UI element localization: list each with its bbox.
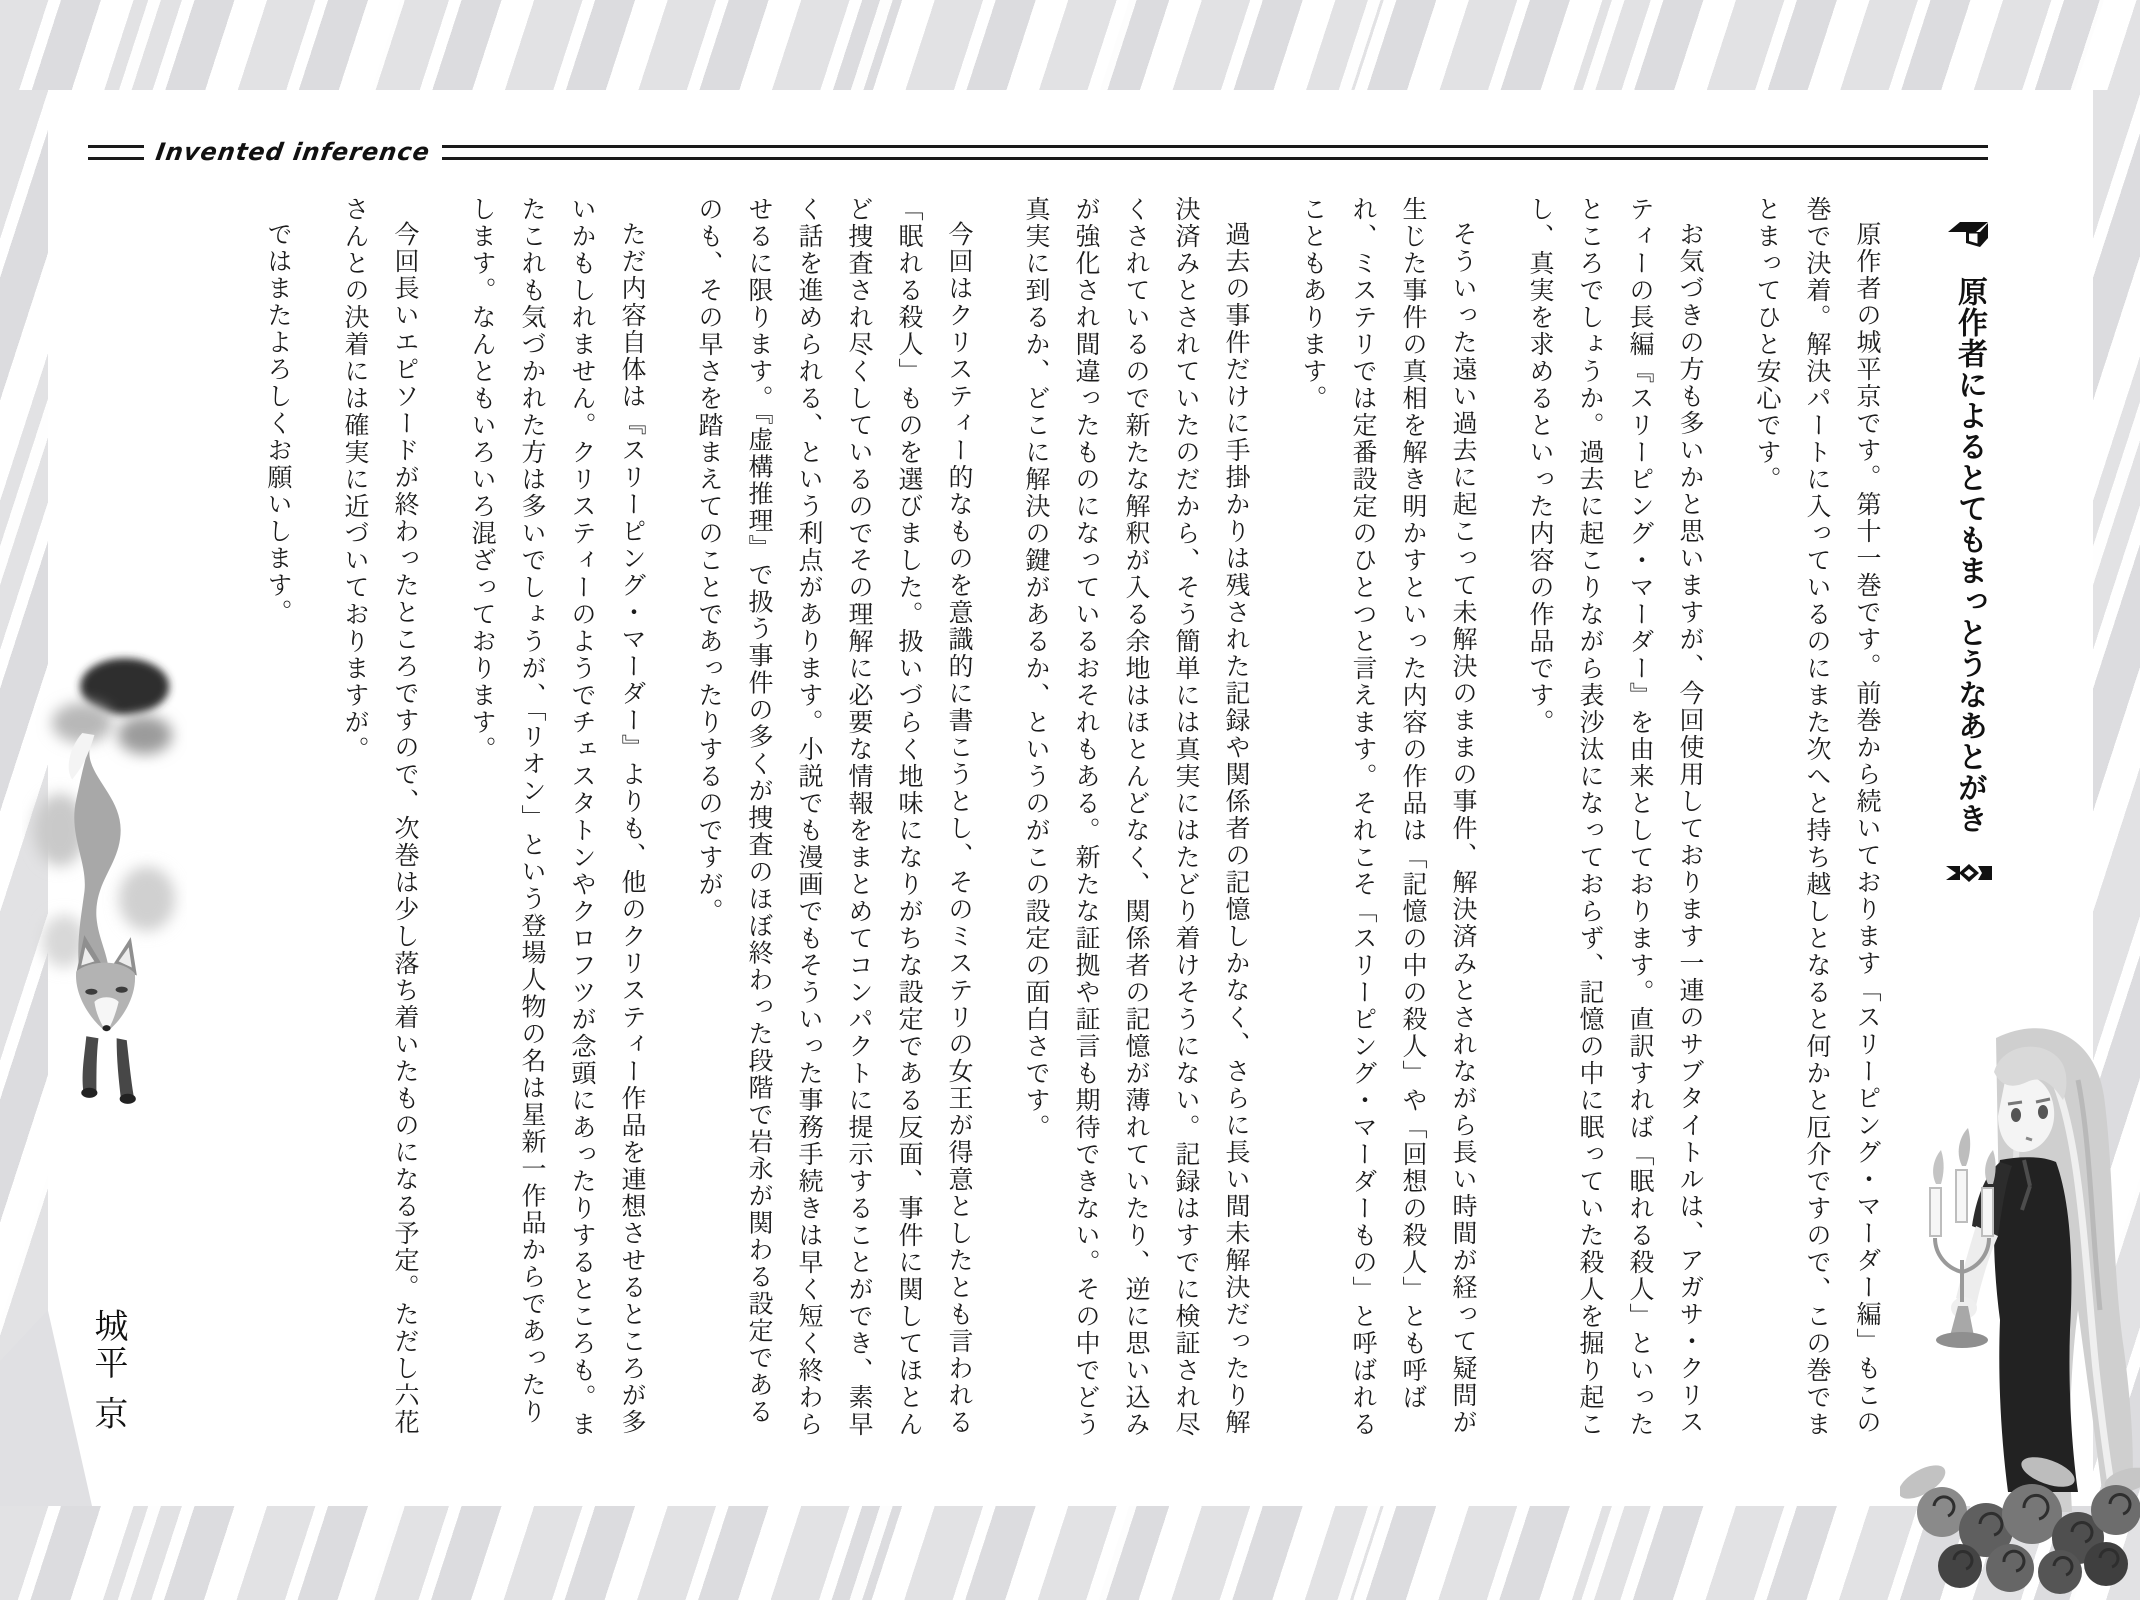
page-header xyxy=(88,138,1988,166)
afterword-paragraph: 原作者の城平京です。第十一巻です。前巻から続いております「スリーピング・マーダー編」もこの巻で決着。解決パートに入っているのにまた次へと持ち越しとなると何かと厄介ですので、この巻でまとまってひと安心です。 xyxy=(1753,196,1882,1438)
series-logo: Invented inference xyxy=(153,138,433,166)
girl-illustration xyxy=(1900,1010,2140,1600)
afterword-paragraph: 今回はクリスティー的なものを意識的に書こうとし、そのミステリの女王が得意としたとも言われる「眠れる殺人」ものを選びました。扱いづらく地味になりがちな設定である反面、事件に関してほとんど捜査され尽くしているのでその理解に必要な情報をまとめてコンパクトに提示することができ、素早く話を進められる、という利点があります。小説でも漫画でもそういった事務手続きは早く短く終わらせるに限ります。『虚構推理』で扱う事件の多くが捜査のほぼ終わった段階で岩永が関わる設定であるのも、その早さを踏まえてのことであったりするのですが。 xyxy=(695,196,974,1438)
afterword-paragraph: 過去の事件だけに手掛かりは残された記録や関係者の記憶しかなく、さらに長い間未解決だったり解決済みとされていたのだから、そう簡単には真実にはたどり着けそうにない。記録はすでに検証され尽くされているので新たな解釈が入る余地はほとんどなく、関係者の記憶が薄れていたり、逆に思い込みが強化され間違ったものになっているおそれもある。新たな証拠や証言も期待できない。その中でどう真実に到るか、どこに解決の鍵があるか、というのがこの設定の面白さです。 xyxy=(1022,196,1251,1438)
afterword-paragraph: ではまたよろしくお願いします。 xyxy=(264,221,293,626)
afterword-paragraph: 今回長いエピソードが終わったところですので、次巻は少し落ち着いたものになる予定。ただし六花さんとの決着には確実に近づいておりますが。 xyxy=(341,196,420,1436)
author-signature: 城平 京 xyxy=(88,1308,128,1433)
stripe-border-top xyxy=(0,0,2140,90)
header-rule-left xyxy=(88,145,144,160)
afterword-title: 原作者によるとてもまっとうなあとがき xyxy=(1952,276,1987,834)
bracket-3d-icon xyxy=(1946,220,1992,250)
afterword-paragraph: ただ内容自体は『スリーピング・マーダー』よりも、他のクリスティー作品を連想させるところが多いかもしれません。クリスティーのようでチェスタトンやクロフツが念頭にあったりするところも。またこれも気づかれた方は多いでしょうが、「リオン」という登場人物の名は星新一作品からであったりします。なんともいろいろ混ざっております。 xyxy=(468,196,647,1438)
afterword-paragraph: そういった遠い過去に起こって未解決のままの事件、解決済みとされながら長い時間が経って疑問が生じた事件の真相を解き明かすといった内容の作品は「記憶の中の殺人」や「回想の殺人」とも呼ばれ、ミステリでは定番設定のひとつと言えます。それこそ「スリーピング・マーダーもの」と呼ばれることもあります。 xyxy=(1299,196,1478,1438)
diamond-arrows-icon xyxy=(1946,864,1992,882)
afterword-title-block xyxy=(1944,220,1994,882)
header-rule-right xyxy=(442,145,1988,160)
afterword-paragraph: お気づきの方も多いかと思いますが、今回使用しております一連のサブタイトルは、アガサ・クリスティーの長編『スリーピング・マーダー』を由来としております。直訳すれば「眠れる殺人」といったところでしょうか。過去に起こりながら表沙汰になっておらず、記憶の中に眠っていた殺人を掘り起こし、真実を求めるといった内容の作品です。 xyxy=(1526,196,1705,1438)
stripe-border-bottom xyxy=(0,1506,2140,1600)
fox-illustration xyxy=(22,638,187,1113)
afterword-body xyxy=(253,196,1892,1448)
